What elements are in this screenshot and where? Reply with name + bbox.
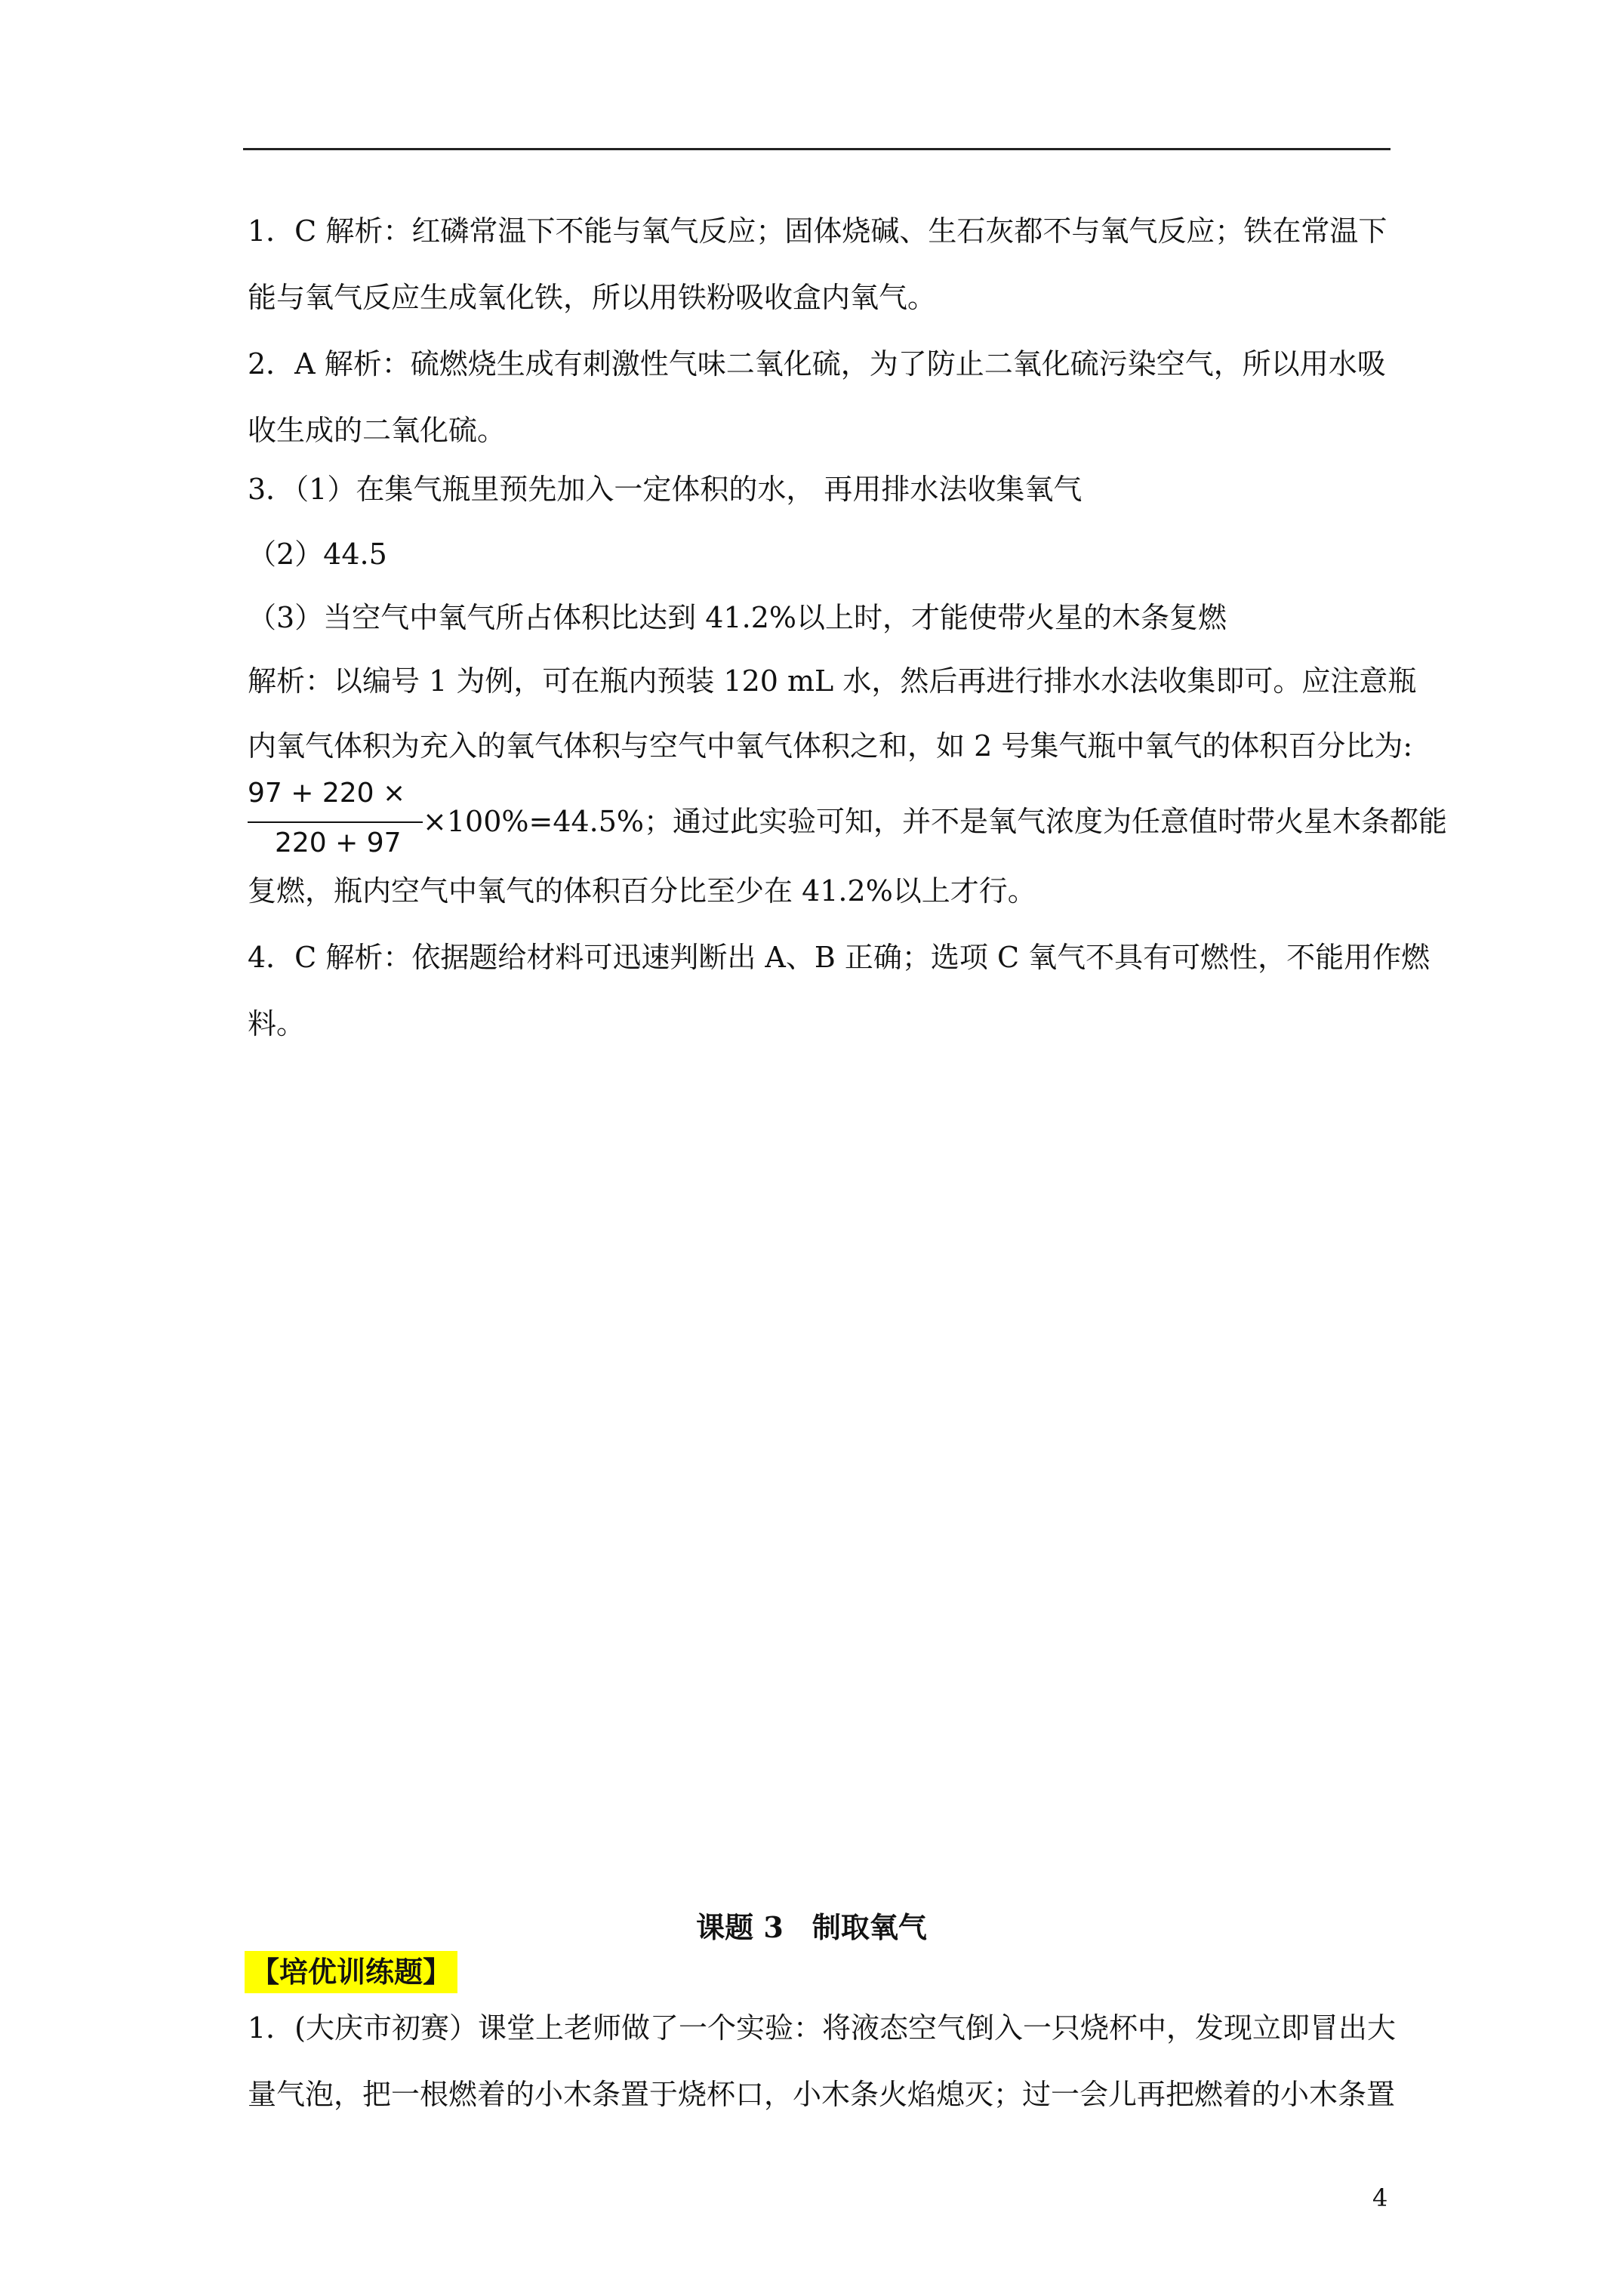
- answer-3-explanation-line-4: 复燃，瓶内空气中氧气的体积百分比至少在 41.2%以上才行。: [248, 874, 1036, 908]
- answer-4-line-2: 料。: [248, 1007, 306, 1040]
- answer-3-line-1: 3．（1）在集气瓶里预先加入一定体积的水， 再用排水法收集氧气: [248, 473, 1083, 506]
- question-1-line-1: 1．(大庆市初赛）课堂上老师做了一个实验：将液态空气倒入一只烧杯中，发现立即冒出大: [248, 2011, 1397, 2045]
- fraction-numerator: 97 + 220 ×: [248, 778, 406, 809]
- header-rule: [243, 148, 1390, 150]
- answer-1-line-2: 能与氧气反应生成氧化铁，所以用铁粉吸收盒内氧气。: [248, 281, 937, 314]
- answer-3-explanation-line-1: 解析：以编号 1 为例，可在瓶内预装 120 mL 水，然后再进行排水水法收集即可。应注意瓶: [248, 664, 1417, 698]
- page-number: 4: [1372, 2184, 1388, 2212]
- section-title: 课题 3 制取氧气: [696, 1910, 927, 1944]
- fraction-bar: [248, 821, 423, 823]
- answer-3-line-2: （2）44.5: [248, 538, 387, 571]
- highlight-tag: 【培优训练题】: [245, 1951, 457, 1993]
- question-1-line-2: 量气泡，把一根燃着的小木条置于烧杯口，小木条火焰熄灭；过一会儿再把燃着的小木条置: [248, 2078, 1396, 2111]
- answer-4-line-1: 4．C 解析：依据题给材料可迅速判断出 A、B 正确；选项 C 氧气不具有可燃性，不能用作燃: [248, 941, 1431, 974]
- answer-3-explanation-line-3: ×100%=44.5%；通过此实验可知，并不是氧气浓度为任意值时带火星木条都能: [423, 805, 1448, 838]
- answer-2-line-2: 收生成的二氧化硫。: [248, 414, 507, 447]
- answer-3-explanation-line-2: 内氧气体积为充入的氧气体积与空气中氧气体积之和，如 2 号集气瓶中氧气的体积百分比为:: [248, 729, 1413, 763]
- answer-1-line-1: 1．C 解析：红磷常温下不能与氧气反应；固体烧碱、生石灰都不与氧气反应；铁在常温下: [248, 214, 1387, 248]
- fraction-denominator: 220 + 97: [275, 827, 402, 858]
- answer-3-line-3: （3）当空气中氧气所占体积比达到 41.2%以上时，才能使带火星的木条复燃: [248, 601, 1227, 634]
- answer-2-line-1: 2．A 解析：硫燃烧生成有刺激性气味二氧化硫，为了防止二氧化硫污染空气，所以用水吸: [248, 347, 1386, 381]
